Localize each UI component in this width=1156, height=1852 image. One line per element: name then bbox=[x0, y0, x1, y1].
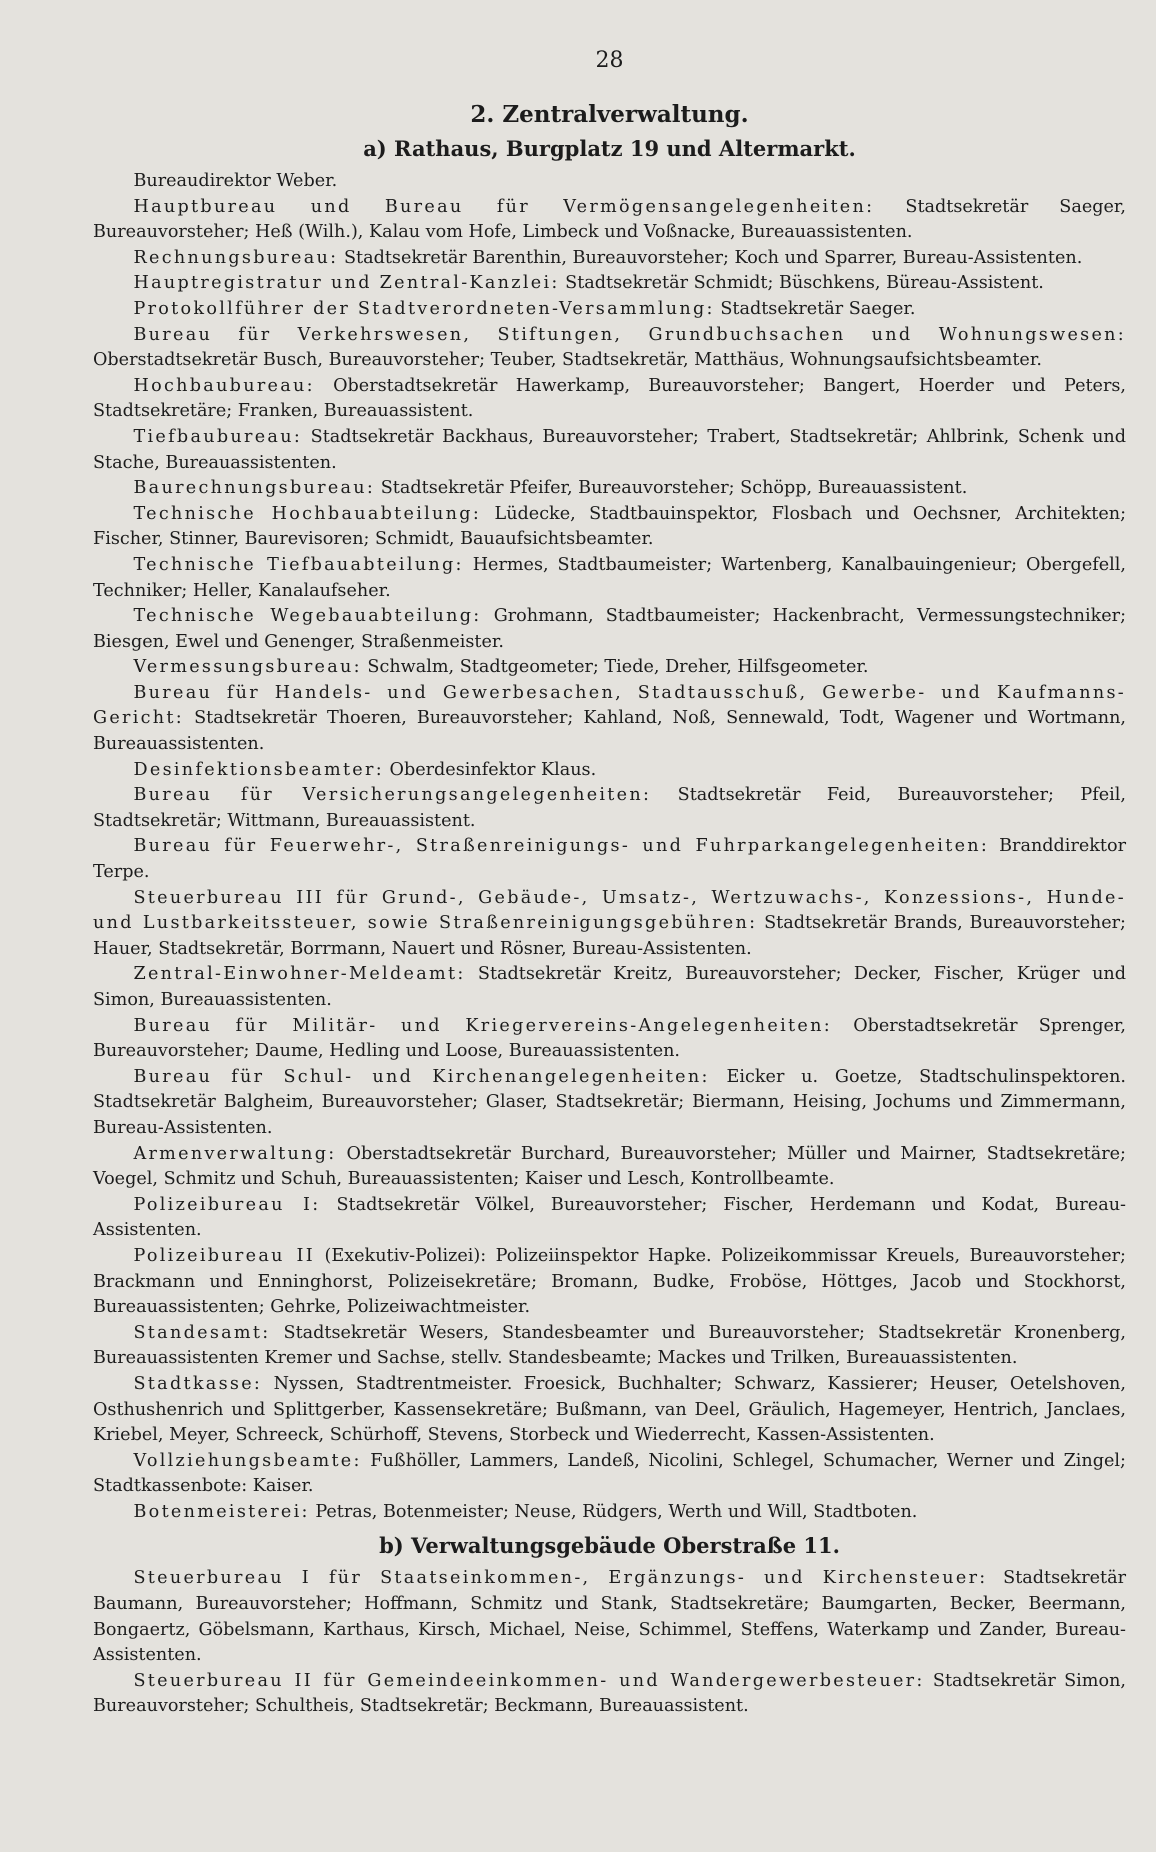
entry-label: Rechnungsbureau: bbox=[133, 247, 339, 268]
entry-label: Desinfektionsbeamter: bbox=[133, 759, 384, 780]
entry-text: Lüdecke, Stadtbauinspektor, Flosbach und Oechsner, Architekten; Fischer, Stinner, Baurevisoren; Schmidt, Bauaufsichtsbeamter. bbox=[93, 503, 1127, 550]
entry bbox=[93, 502, 1126, 553]
entry bbox=[93, 783, 1126, 834]
entry bbox=[93, 195, 1126, 246]
entry-label: Bureau für Handels- und Gewerbesachen, Stadtausschuß, Gewerbe- und Kaufmanns-Gericht: bbox=[93, 682, 1126, 729]
entry bbox=[93, 1065, 1126, 1142]
entry-text: Stadtsekretär Feid, Bureauvorsteher; Pfeil, Stadtsekretär; Wittmann, Bureauassistent. bbox=[93, 785, 1126, 831]
subsection-title-b: b) Verwaltungsgebäude Oberstraße 11. bbox=[379, 1533, 840, 1559]
entry-label: Hochbaubureau: bbox=[133, 375, 315, 396]
entry-label: Botenmeisterei: bbox=[133, 1501, 310, 1522]
page-number: 28 bbox=[595, 48, 624, 73]
entry-label: Technische Hochbauabteilung: bbox=[133, 503, 482, 524]
entry bbox=[93, 1372, 1126, 1449]
entry bbox=[93, 553, 1126, 604]
entry bbox=[93, 297, 1126, 323]
entry-label: Steuerbureau III für Grund-, Gebäude-, Umsatz-, Wertzuwachs-, Konzessions-, Hunde- und Lustbarkeitssteuer, sowie Straßenreinigungsgebühren: bbox=[93, 887, 1126, 934]
entry-label: Vermessungsbureau: bbox=[133, 657, 362, 678]
entry-text: Stadtsekretär Wesers, Standesbeamter und Bureauvorsteher; Stadtsekretär Kronenberg, Bureauassistenten Kremer und Sachse, stellv. Standesbeamte; Mackes und Trilken, Bureauassistenten. bbox=[93, 1322, 1126, 1369]
entry-text: Stadtsekretär Pfeifer, Bureauvorsteher; Schöpp, Bureauassistent. bbox=[375, 478, 968, 499]
entry-label: Bureau für Feuerwehr-, Straßenreinigungs- und Fuhrparkangelegenheiten: bbox=[133, 836, 990, 857]
entry bbox=[93, 169, 1126, 195]
entry-label: Protokollführer der Stadtverordneten-Versammlung: bbox=[133, 298, 715, 319]
entry bbox=[93, 681, 1126, 758]
entry-text: Oberstadtsekretär Busch, Bureauvorsteher; Teuber, Stadtsekretär, Matthäus, Wohnungsaufsichtsbeamter. bbox=[93, 350, 1042, 371]
entry-text: Schwalm, Stadtgeometer; Tiede, Dreher, Hilfsgeometer. bbox=[361, 657, 869, 678]
entry-text: Stadtsekretär Saeger. bbox=[714, 298, 916, 319]
entry-text: Stadtsekretär Barenthin, Bureauvorsteher; Koch und Sparrer, Bureau-Assistenten. bbox=[338, 247, 1083, 268]
entry bbox=[93, 1014, 1126, 1065]
entry-label: Vollziehungsbeamte: bbox=[133, 1450, 362, 1471]
entry bbox=[93, 962, 1126, 1013]
entry bbox=[93, 1321, 1126, 1372]
entry-label: Standesamt: bbox=[133, 1322, 271, 1343]
entry-text: Hermes, Stadtbaumeister; Wartenberg, Kanalbauingenieur; Obergefell, Techniker; Heller, Kanalaufseher. bbox=[93, 554, 1126, 601]
entry bbox=[93, 1244, 1126, 1321]
entries-list-a bbox=[93, 169, 1126, 1525]
entry bbox=[93, 886, 1126, 963]
entry-text: Branddirektor Terpe. bbox=[93, 836, 1126, 883]
entry-label: Stadtkasse: bbox=[133, 1373, 263, 1394]
entry bbox=[93, 1669, 1126, 1720]
entry-text: Oberstadtsekretär Hawerkamp, Bureauvorsteher; Bangert, Hoerder und Peters, Stadtsekretäre; Franken, Bureauassistent. bbox=[93, 375, 1126, 422]
entry bbox=[93, 1142, 1126, 1193]
entry-text: Stadtsekretär Simon, Bureauvorsteher; Schultheis, Stadtsekretär; Beckmann, Bureauassistent. bbox=[93, 1670, 1126, 1717]
entry bbox=[93, 246, 1126, 272]
entry bbox=[93, 1500, 1126, 1526]
entry-text: Stadtsekretär Kreitz, Bureauvorsteher; Decker, Fischer, Krüger und Simon, Bureauassistenten. bbox=[93, 964, 1126, 1010]
section-title: 2. Zentralverwaltung. bbox=[470, 101, 749, 128]
entry-text: Grohmann, Stadtbaumeister; Hackenbracht, Vermessungstechniker; Biesgen, Ewel und Genenger, Straßenmeister. bbox=[93, 606, 1126, 652]
entry-label: Polizeibureau II bbox=[133, 1245, 315, 1266]
entry-label: Hauptregistratur und Zentral-Kanzlei: bbox=[133, 273, 560, 294]
entry bbox=[93, 476, 1126, 502]
entry-text: Nyssen, Stadtrentmeister. Froesick, Buchhalter; Schwarz, Kassierer; Heuser, Oetelshoven, Osthushenrich und Splittgerber, Kassensekretäre; Bußmann, van Deel, Gräulich, Hagemeyer, Hentrich, Janclaes, Kriebel, Meyer, Schreeck, Schürhoff, Stevens, Storbeck und Wiederrecht, Kassen-Assistenten. bbox=[93, 1373, 1126, 1446]
entry-label: Bureau für Verkehrswesen, Stiftungen, Grundbuchsachen und Wohnungswesen: bbox=[133, 324, 1126, 345]
entry-label: Steuerbureau II für Gemeindeeinkommen- und Wandergewerbesteuer: bbox=[133, 1670, 925, 1691]
subsection-title-a: a) Rathaus, Burgplatz 19 und Altermarkt. bbox=[363, 136, 856, 161]
entry-label: Armenverwaltung: bbox=[133, 1143, 337, 1164]
entry bbox=[93, 1449, 1126, 1500]
entry bbox=[93, 323, 1126, 374]
entry-text: Bureaudirektor Weber. bbox=[133, 171, 338, 191]
entries-list-b bbox=[93, 1566, 1126, 1720]
entry bbox=[93, 374, 1126, 425]
entry bbox=[93, 604, 1126, 655]
entry-label: Technische Wegebauabteilung: bbox=[133, 606, 482, 627]
entry-label: Zentral-Einwohner-Meldeamt: bbox=[133, 964, 466, 985]
entry-text: Stadtsekretär Völkel, Bureauvorsteher; Fischer, Herdemann und Kodat, Bureau-Assistenten. bbox=[93, 1194, 1126, 1241]
entry-text: (Exekutiv-Polizei): Polizeiinspektor Hapke. Polizeikommissar Kreuels, Bureauvorsteher; Brackmann und Enninghorst, Polizeisekretäre; Bromann, Budke, Froböse, Höttges, Jacob und Stockhorst, Bureauassistenten; Gehrke, Polizeiwachtmeister. bbox=[93, 1245, 1126, 1318]
entry bbox=[93, 271, 1126, 297]
entry bbox=[93, 834, 1126, 885]
entry-text: Stadtsekretär Thoeren, Bureauvorsteher; Kahland, Noß, Sennewald, Todt, Wagener und Wortmann, Bureauassistenten. bbox=[93, 708, 1126, 755]
entry-text: Petras, Botenmeister; Neuse, Rüdgers, Werth und Will, Stadtboten. bbox=[309, 1501, 918, 1522]
entry-label: Bureau für Versicherungsangelegenheiten: bbox=[133, 785, 652, 806]
entry-text: Oberdesinfektor Klaus. bbox=[383, 759, 597, 780]
entry-label: Polizeibureau I: bbox=[133, 1194, 321, 1215]
entry-text: Stadtsekretär Schmidt; Büschkens, Büreau-Assistent. bbox=[559, 273, 1044, 294]
entry bbox=[93, 1193, 1126, 1244]
entry-label: Baurechnungsbureau: bbox=[133, 478, 376, 499]
entry-text: Stadtsekretär Saeger, Bureauvorsteher; Heß (Wilh.), Kalau vom Hofe, Limbeck und Voßnacke, Bureauassistenten. bbox=[93, 196, 1126, 243]
entry-text: Oberstadtsekretär Sprenger, Bureauvorsteher; Daume, Hedling und Loose, Bureauassistenten. bbox=[93, 1015, 1126, 1062]
entry-text: Fußhöller, Lammers, Landeß, Nicolini, Schlegel, Schumacher, Werner und Zingel; Stadtkassenbote: Kaiser. bbox=[93, 1450, 1126, 1497]
entry-text: Oberstadtsekretär Burchard, Bureauvorsteher; Müller und Mairner, Stadtsekretäre; Voegel, Schmitz und Schuh, Bureauassistenten; Kaiser und Lesch, Kontrollbeamte. bbox=[93, 1143, 1126, 1190]
entry bbox=[93, 425, 1126, 476]
entry bbox=[93, 1566, 1126, 1668]
entry-text: Eicker u. Goetze, Stadtschulinspektoren. Stadtsekretär Balgheim, Bureauvorsteher; Glaser, Stadtsekretär; Biermann, Heising, Jochums und Zimmermann, Bureau-Assistenten. bbox=[93, 1066, 1126, 1138]
entry-label: Tiefbaubureau: bbox=[133, 426, 303, 447]
entry-label: Bureau für Militär- und Kriegervereins-Angelegenheiten: bbox=[133, 1015, 832, 1036]
entry-label: Steuerbureau I für Staatseinkommen-, Ergänzungs- und Kirchensteuer: bbox=[133, 1568, 988, 1589]
entry-text: Stadtsekretär Baumann, Bureauvorsteher; Hoffmann, Schmitz und Stank, Stadtsekretäre; Baumgarten, Becker, Beermann, Bongaertz, Göbelsmann, Karthaus, Kirsch, Michael, Neise, Schimmel, Steffens, Waterkamp und Zander, Bureau-Assistenten. bbox=[93, 1568, 1127, 1666]
entry-label: Hauptbureau und Bureau für Vermögensangelegenheiten: bbox=[133, 196, 875, 217]
entry-label: Technische Tiefbauabteilung: bbox=[133, 554, 464, 575]
entry-text: Stadtsekretär Backhaus, Bureauvorsteher; Trabert, Stadtsekretär; Ahlbrink, Schenk und Stache, Bureauassistenten. bbox=[93, 426, 1126, 473]
entry bbox=[93, 655, 1126, 681]
entry bbox=[93, 758, 1126, 784]
entry-text: Stadtsekretär Brands, Bureauvorsteher; Hauer, Stadtsekretär, Borrmann, Nauert und Rösner, Bureau-Assistenten. bbox=[93, 913, 1126, 959]
entry-label: Bureau für Schul- und Kirchenangelegenheiten: bbox=[133, 1066, 710, 1087]
